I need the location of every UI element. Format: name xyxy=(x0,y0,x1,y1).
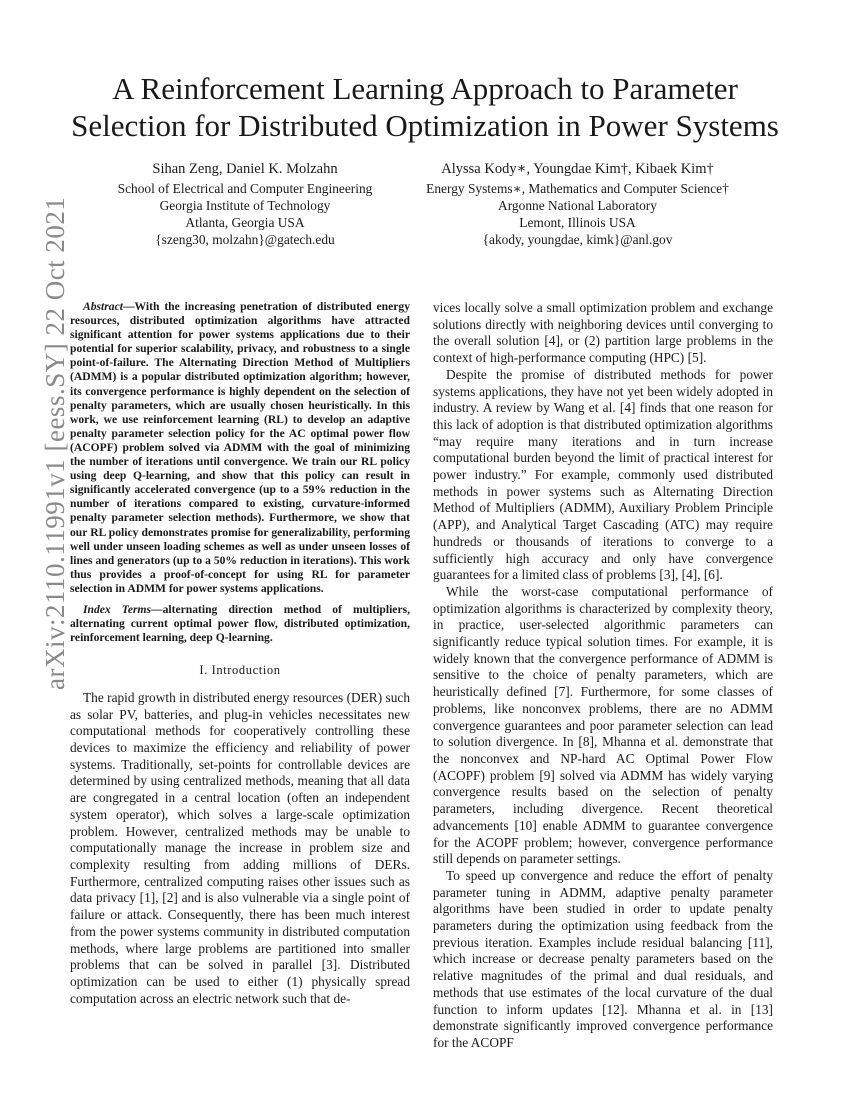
author-block-georgia-tech xyxy=(85,160,405,248)
arxiv-sidebar-stamp xyxy=(20,196,70,690)
author-location: Lemont, Illinois USA xyxy=(519,215,636,230)
index-terms xyxy=(70,603,410,645)
arxiv-identifier: arXiv:2110.11991v1 [eess.SY] 22 Oct 2021 xyxy=(40,196,70,690)
left-column xyxy=(70,300,410,1007)
abstract xyxy=(70,300,410,596)
body-paragraph: The rapid growth in distributed energy resources (DER) such as solar PV, batteries, and plug-in vehicles necessitates new computational methods for cooperatively controlling these devices to maximize the efficiency and reliability of power systems. Traditionally, set-points for controllable devices are determined by using centralized methods, meaning that all data are congregated in a central location (often an independent system operator), which solves a large-scale optimization problem. However, centralized methods may be unable to computationally manage the increase in problem size and complexity resulting from adding millions of DERs. Furthermore, centralized computing raises other issues such as data privacy [1], [2] and is also vulnerable via a single point of failure or attack. Consequently, there has been much interest from the power systems community in distributed computation methods, where large problems are partitioned into smaller problems that can be solved in parallel [3]. Distributed optimization can be used to either (1) physically spread computation across an electric network such that de- xyxy=(70,689,410,1006)
author-block-argonne xyxy=(405,160,750,248)
author-institution: Georgia Institute of Technology xyxy=(159,198,331,213)
author-location: Atlanta, Georgia USA xyxy=(185,215,305,230)
body-paragraph: vices locally solve a small optimization problem and exchange solutions directly with neighboring devices until converging to the overall solution [4], or (2) partition large problems in the context of high-performance computing (HPC) [5]. xyxy=(433,300,773,366)
abstract-label: Abstract xyxy=(83,300,123,313)
body-paragraph: To speed up convergence and reduce the effort of penalty parameter tuning in ADMM, adaptive penalty parameter algorithms have been studied in order to update penalty parameters during the optimization using feedback from the previous iteration. Examples include residual balancing [11], which increase or decrease penalty parameters based on the relative magnitudes of the primal and dual residuals, and methods that use estimates of the local curvature of the dual function to inform updates [12]. Mhanna et al. in [13] demonstrate significantly improved convergence performance for the ACOPF xyxy=(433,867,773,1050)
author-names: Sihan Zeng, Daniel K. Molzahn xyxy=(152,161,338,177)
abstract-text: —With the increasing penetration of distributed energy resources, distributed optimization algorithms have attracted significant attention for power systems applications due to their potential for superior scalability, privacy, and robustness to a single point-of-failure. The Alternating Direction Method of Multipliers (ADMM) is a popular distributed optimization algorithm; however, its convergence performance is highly dependent on the selection of penalty parameters, which are usually chosen heuristically. In this work, we use reinforcement learning (RL) to develop an adaptive penalty parameter selection policy for the AC optimal power flow (ACOPF) problem solved via ADMM with the goal of minimizing the number of iterations until convergence. We train our RL policy using deep Q-learning, and show that this policy can result in significantly accelerated convergence (up to a 59% reduction in the number of iterations compared to existing, curvature-informed penalty parameter selection methods). Furthermore, we show that our RL policy demonstrates promise for generalizability, performing well under unseen loading schemes as well as under unseen losses of lines and generators (up to a 50% reduction in iterations). This work thus provides a proof-of-concept for using RL for parameter selection in ADMM for power systems applications. xyxy=(70,300,410,595)
author-email: {akody, youngdae, kimk}@anl.gov xyxy=(482,232,673,247)
author-affiliation: Energy Systems∗, Mathematics and Computer Science† xyxy=(426,181,729,196)
body-paragraph: While the worst-case computational performance of optimization algorithms is characterized by complexity theory, in practice, user-selected algorithmic parameters can significantly reduce typical solution times. For example, it is widely known that the convergence performance of ADMM is sensitive to the choice of penalty parameters, which are heuristically defined [7]. Furthermore, for some classes of problems, like nonconvex problems, there are no ADMM convergence guarantees and poor parameter selection can lead to solution divergence. In [8], Mhanna et al. demonstrate that the nonconvex and NP-hard AC Optimal Power Flow (ACOPF) problem [9] solved via ADMM has widely varying convergence results based on the selection of penalty parameters, including divergence. Recent theoretical advancements [10] enable ADMM to guarantee convergence for the ACOPF problem; however, convergence performance still depends on parameter settings. xyxy=(433,583,773,867)
right-column xyxy=(433,300,773,1052)
body-paragraph: Despite the promise of distributed methods for power systems applications, they have not yet been widely adopted in industry. A review by Wang et al. [4] finds that one reason for this lack of adoption is that distributed optimization algorithms “may require many iterations and in turn increase computational burden beyond the limit of practical interest for power industry.” For example, commonly used distributed methods in power systems such as Alternating Direction Method of Multipliers (ADMM), Auxiliary Problem Principle (APP), and Analytical Target Cascading (ATC) may require hundreds or thousands of iterations to converge to a sufficiently high accuracy and only have convergence guarantees for a limited class of problems [3], [4], [6]. xyxy=(433,366,773,583)
section-heading-introduction: I. Introduction xyxy=(199,663,281,678)
index-terms-text: —alternating direction method of multipliers, alternating current optimal power flow, distributed optimization, reinforcement learning, deep Q-learning. xyxy=(70,602,410,645)
author-affiliation: School of Electrical and Computer Engineering xyxy=(117,181,373,196)
title-line-2: Selection for Distributed Optimization in Power Systems xyxy=(71,108,779,143)
author-email: {szeng30, molzahn}@gatech.edu xyxy=(155,232,335,247)
author-institution: Argonne National Laboratory xyxy=(498,198,657,213)
author-names: Alyssa Kody∗, Youngdae Kim†, Kibaek Kim† xyxy=(441,161,714,177)
paper-title xyxy=(40,70,810,144)
index-terms-label: Index Terms xyxy=(83,602,152,616)
title-line-1: A Reinforcement Learning Approach to Parameter xyxy=(112,71,738,106)
